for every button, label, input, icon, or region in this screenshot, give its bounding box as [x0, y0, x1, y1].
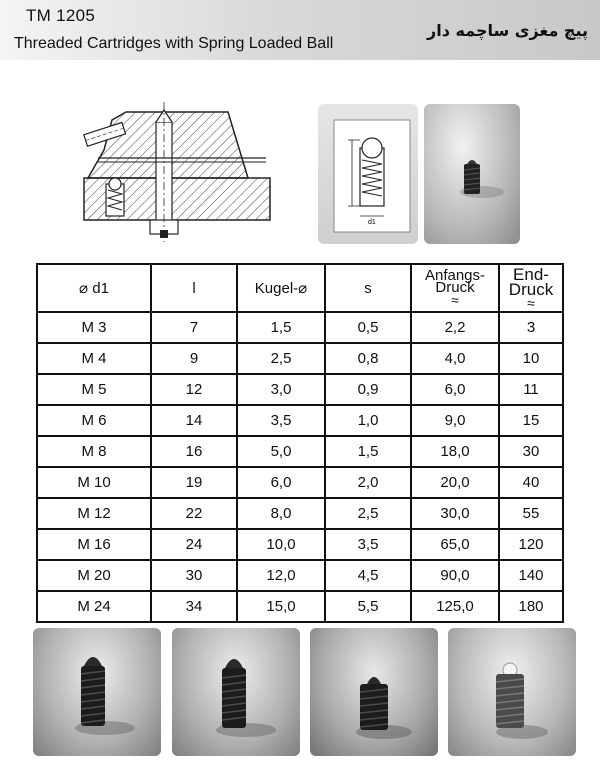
cell-length: 9 [151, 343, 237, 374]
initial-pressure-line1: Anfangs- [424, 267, 486, 284]
cell-initial-pressure: 30,0 [411, 498, 499, 529]
cell-length: 34 [151, 591, 237, 622]
product-photo-2 [172, 628, 300, 756]
product-title: Threaded Cartridges with Spring Loaded Ball [14, 35, 334, 52]
cell-end-pressure: 10 [499, 343, 563, 374]
cell-thread-size: M 5 [37, 374, 151, 405]
product-photo-1 [33, 628, 161, 756]
cell-initial-pressure: 20,0 [411, 467, 499, 498]
cell-thread-size: M 20 [37, 560, 151, 591]
column-header-end-pressure [499, 264, 563, 312]
product-photo-main [424, 104, 520, 244]
cell-length: 14 [151, 405, 237, 436]
cell-initial-pressure: 65,0 [411, 529, 499, 560]
cell-ball-diameter: 1,5 [237, 312, 325, 343]
table-header-row [37, 264, 563, 312]
cell-end-pressure: 120 [499, 529, 563, 560]
product-photo-4 [448, 628, 576, 756]
dimension-drawing-panel [318, 104, 418, 244]
cell-length: 22 [151, 498, 237, 529]
column-header-l: l [151, 264, 237, 312]
cartridge-image-1 [33, 628, 161, 756]
cell-thread-size: M 4 [37, 343, 151, 374]
initial-pressure-approx-sign: ≈ [451, 292, 459, 308]
cell-thread-size: M 6 [37, 405, 151, 436]
cell-end-pressure: 140 [499, 560, 563, 591]
cell-s: 4,5 [325, 560, 411, 591]
cell-s: 1,0 [325, 405, 411, 436]
cell-initial-pressure: 2,2 [411, 312, 499, 343]
cell-s: 5,5 [325, 591, 411, 622]
table-row [37, 436, 563, 467]
header-banner [0, 0, 600, 60]
cell-s: 0,8 [325, 343, 411, 374]
cell-initial-pressure: 6,0 [411, 374, 499, 405]
cell-end-pressure: 11 [499, 374, 563, 405]
initial-pressure-line2: Druck [435, 279, 475, 296]
cartridge-image-3 [310, 628, 438, 756]
column-header-s: s [325, 264, 411, 312]
cell-initial-pressure: 90,0 [411, 560, 499, 591]
cell-ball-diameter: 2,5 [237, 343, 325, 374]
cell-thread-size: M 24 [37, 591, 151, 622]
cell-end-pressure: 40 [499, 467, 563, 498]
cell-s: 0,9 [325, 374, 411, 405]
cell-s: 3,5 [325, 529, 411, 560]
cell-ball-diameter: 5,0 [237, 436, 325, 467]
cell-thread-size: M 8 [37, 436, 151, 467]
table-row [37, 591, 563, 622]
table-row [37, 498, 563, 529]
cell-thread-size: M 16 [37, 529, 151, 560]
cell-initial-pressure: 18,0 [411, 436, 499, 467]
cell-initial-pressure: 4,0 [411, 343, 499, 374]
cell-ball-diameter: 3,0 [237, 374, 325, 405]
cell-length: 19 [151, 467, 237, 498]
cell-end-pressure: 30 [499, 436, 563, 467]
cell-initial-pressure: 9,0 [411, 405, 499, 436]
end-pressure-approx-sign: ≈ [527, 295, 535, 311]
column-header-initial-pressure [411, 264, 499, 312]
product-code: TM 1205 [26, 6, 96, 25]
table-row [37, 343, 563, 374]
table-row [37, 312, 563, 343]
cell-s: 2,0 [325, 467, 411, 498]
cell-thread-size: M 10 [37, 467, 151, 498]
end-pressure-line2: Druck [508, 280, 554, 299]
cell-end-pressure: 3 [499, 312, 563, 343]
threaded-cartridge-image [424, 104, 520, 244]
cell-thread-size: M 12 [37, 498, 151, 529]
cartridge-dimension-drawing [318, 104, 418, 244]
product-photo-3 [310, 628, 438, 756]
cell-s: 1,5 [325, 436, 411, 467]
end-pressure-line1: End- [513, 265, 549, 284]
cell-ball-diameter: 8,0 [237, 498, 325, 529]
cell-ball-diameter: 15,0 [237, 591, 325, 622]
specification-table [36, 263, 564, 623]
column-header-d1: ⌀ d1 [37, 264, 151, 312]
cell-end-pressure: 55 [499, 498, 563, 529]
cell-length: 16 [151, 436, 237, 467]
cell-length: 7 [151, 312, 237, 343]
cell-thread-size: M 3 [37, 312, 151, 343]
table-row [37, 405, 563, 436]
table-row [37, 560, 563, 591]
cell-ball-diameter: 12,0 [237, 560, 325, 591]
cell-length: 30 [151, 560, 237, 591]
cell-ball-diameter: 10,0 [237, 529, 325, 560]
assembly-section-drawing [78, 100, 274, 245]
cell-initial-pressure: 125,0 [411, 591, 499, 622]
cell-s: 2,5 [325, 498, 411, 529]
cell-length: 24 [151, 529, 237, 560]
cartridge-image-2 [172, 628, 300, 756]
column-header-ball-diameter: Kugel-⌀ [237, 264, 325, 312]
cell-s: 0,5 [325, 312, 411, 343]
cell-length: 12 [151, 374, 237, 405]
dimension-label-d1: d1 [368, 219, 376, 226]
table-row [37, 529, 563, 560]
cartridge-image-4 [448, 628, 576, 756]
product-title-persian: پیچ مغزی ساچمه دار [427, 21, 588, 40]
cell-end-pressure: 180 [499, 591, 563, 622]
cell-end-pressure: 15 [499, 405, 563, 436]
cell-ball-diameter: 3,5 [237, 405, 325, 436]
table-body [37, 312, 563, 622]
table-row [37, 374, 563, 405]
table-row [37, 467, 563, 498]
cell-ball-diameter: 6,0 [237, 467, 325, 498]
